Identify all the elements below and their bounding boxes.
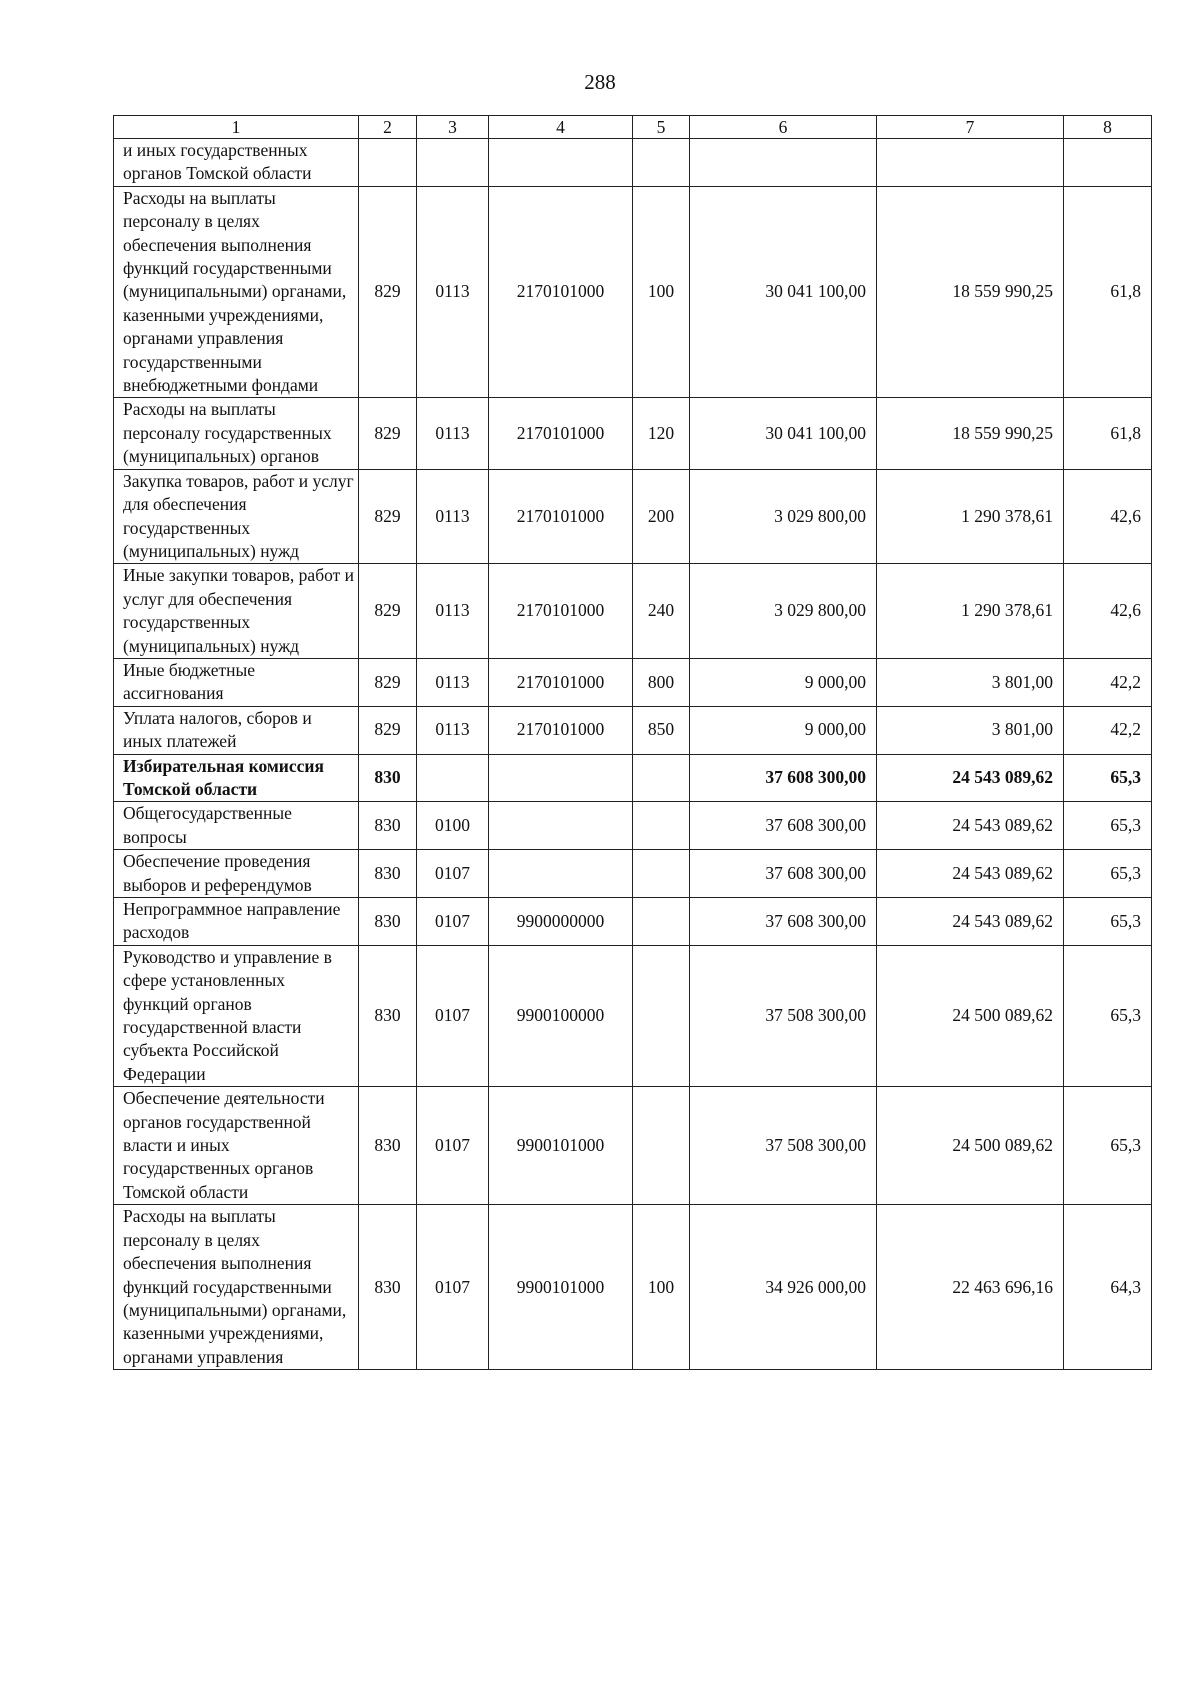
cell-percent: 65,3 <box>1064 850 1152 898</box>
cell-executed-amount: 3 801,00 <box>877 658 1064 706</box>
cell-executed-amount: 24 500 089,62 <box>877 945 1064 1086</box>
table-row <box>114 564 1152 659</box>
cell-percent <box>1064 139 1152 187</box>
cell-admin-code <box>359 139 417 187</box>
column-header: 2 <box>359 116 417 139</box>
cell-target-article <box>489 850 633 898</box>
cell-section-code <box>417 754 489 802</box>
cell-admin-code: 830 <box>359 754 417 802</box>
cell-executed-amount: 18 559 990,25 <box>877 186 1064 398</box>
cell-admin-code: 829 <box>359 398 417 469</box>
cell-admin-code: 830 <box>359 1205 417 1370</box>
cell-section-code: 0113 <box>417 186 489 398</box>
table-row <box>114 945 1152 1086</box>
cell-section-code: 0113 <box>417 706 489 754</box>
cell-target-article: 2170101000 <box>489 469 633 564</box>
cell-executed-amount: 1 290 378,61 <box>877 564 1064 659</box>
cell-item-name: и иных государственных органов Томской области <box>114 139 359 187</box>
cell-expense-type: 240 <box>633 564 690 659</box>
cell-item-name: Иные бюджетные ассигнования <box>114 658 359 706</box>
cell-target-article: 2170101000 <box>489 564 633 659</box>
cell-target-article: 2170101000 <box>489 398 633 469</box>
cell-section-code: 0113 <box>417 469 489 564</box>
cell-expense-type: 850 <box>633 706 690 754</box>
table-row <box>114 1205 1152 1370</box>
cell-percent: 42,6 <box>1064 469 1152 564</box>
cell-admin-code: 829 <box>359 469 417 564</box>
cell-admin-code: 829 <box>359 186 417 398</box>
column-header: 7 <box>877 116 1064 139</box>
cell-plan-amount <box>690 139 877 187</box>
cell-expense-type: 200 <box>633 469 690 564</box>
cell-section-code: 0113 <box>417 658 489 706</box>
cell-percent: 64,3 <box>1064 1205 1152 1370</box>
cell-percent: 42,6 <box>1064 564 1152 659</box>
cell-target-article <box>489 139 633 187</box>
cell-admin-code: 830 <box>359 802 417 850</box>
column-header: 4 <box>489 116 633 139</box>
cell-admin-code: 830 <box>359 945 417 1086</box>
cell-admin-code: 829 <box>359 706 417 754</box>
cell-expense-type <box>633 945 690 1086</box>
cell-expense-type: 100 <box>633 1205 690 1370</box>
cell-section-code: 0107 <box>417 945 489 1086</box>
cell-item-name: Обеспечение проведения выборов и референдумов <box>114 850 359 898</box>
cell-expense-type: 120 <box>633 398 690 469</box>
cell-item-name: Избирательная комиссия Томской области <box>114 754 359 802</box>
page-number: 288 <box>584 70 616 94</box>
cell-item-name: Иные закупки товаров, работ и услуг для обеспечения государственных (муниципальных) нужд <box>114 564 359 659</box>
cell-percent: 65,3 <box>1064 1087 1152 1205</box>
cell-executed-amount: 3 801,00 <box>877 706 1064 754</box>
cell-target-article <box>489 754 633 802</box>
table-row <box>114 658 1152 706</box>
cell-executed-amount: 24 543 089,62 <box>877 850 1064 898</box>
cell-executed-amount: 24 500 089,62 <box>877 1087 1064 1205</box>
table-row <box>114 706 1152 754</box>
table-row <box>114 398 1152 469</box>
cell-expense-type: 100 <box>633 186 690 398</box>
cell-plan-amount: 37 608 300,00 <box>690 754 877 802</box>
cell-percent: 61,8 <box>1064 186 1152 398</box>
cell-plan-amount: 9 000,00 <box>690 706 877 754</box>
cell-target-article: 9900000000 <box>489 898 633 946</box>
cell-target-article: 9900101000 <box>489 1205 633 1370</box>
cell-expense-type <box>633 754 690 802</box>
budget-table <box>113 115 1152 1370</box>
cell-expense-type <box>633 802 690 850</box>
cell-section-code: 0113 <box>417 564 489 659</box>
cell-section-code: 0100 <box>417 802 489 850</box>
cell-admin-code: 829 <box>359 564 417 659</box>
cell-plan-amount: 3 029 800,00 <box>690 469 877 564</box>
cell-section-code: 0113 <box>417 398 489 469</box>
cell-item-name: Закупка товаров, работ и услуг для обеспечения государственных (муниципальных) нужд <box>114 469 359 564</box>
cell-executed-amount: 24 543 089,62 <box>877 802 1064 850</box>
cell-executed-amount <box>877 139 1064 187</box>
table-row <box>114 139 1152 187</box>
cell-percent: 65,3 <box>1064 802 1152 850</box>
cell-item-name: Непрограммное направление расходов <box>114 898 359 946</box>
cell-section-code: 0107 <box>417 1205 489 1370</box>
cell-expense-type <box>633 850 690 898</box>
table-header-row <box>114 116 1152 139</box>
cell-item-name: Расходы на выплаты персоналу в целях обеспечения выполнения функций государственными (муниципальными) органами, казенными учреждениями, органами управления государственными внебюджетными фондами <box>114 186 359 398</box>
cell-executed-amount: 18 559 990,25 <box>877 398 1064 469</box>
cell-target-article: 9900100000 <box>489 945 633 1086</box>
cell-plan-amount: 30 041 100,00 <box>690 186 877 398</box>
cell-executed-amount: 24 543 089,62 <box>877 898 1064 946</box>
cell-plan-amount: 3 029 800,00 <box>690 564 877 659</box>
cell-plan-amount: 37 508 300,00 <box>690 1087 877 1205</box>
table-row <box>114 754 1152 802</box>
cell-percent: 65,3 <box>1064 898 1152 946</box>
cell-item-name: Руководство и управление в сфере установленных функций органов государственной власти субъекта Российской Федерации <box>114 945 359 1086</box>
column-header: 1 <box>114 116 359 139</box>
cell-item-name: Обеспечение деятельности органов государственной власти и иных государственных органов Томской области <box>114 1087 359 1205</box>
cell-admin-code: 830 <box>359 850 417 898</box>
cell-section-code: 0107 <box>417 1087 489 1205</box>
cell-item-name: Общегосударственные вопросы <box>114 802 359 850</box>
cell-target-article: 9900101000 <box>489 1087 633 1205</box>
cell-percent: 65,3 <box>1064 945 1152 1086</box>
table-row <box>114 469 1152 564</box>
cell-plan-amount: 37 608 300,00 <box>690 850 877 898</box>
cell-plan-amount: 37 608 300,00 <box>690 898 877 946</box>
cell-admin-code: 829 <box>359 658 417 706</box>
cell-executed-amount: 1 290 378,61 <box>877 469 1064 564</box>
cell-plan-amount: 37 608 300,00 <box>690 802 877 850</box>
cell-plan-amount: 30 041 100,00 <box>690 398 877 469</box>
cell-percent: 65,3 <box>1064 754 1152 802</box>
cell-percent: 42,2 <box>1064 658 1152 706</box>
cell-percent: 42,2 <box>1064 706 1152 754</box>
cell-admin-code: 830 <box>359 898 417 946</box>
column-header: 3 <box>417 116 489 139</box>
table-row <box>114 186 1152 398</box>
cell-expense-type <box>633 139 690 187</box>
cell-plan-amount: 34 926 000,00 <box>690 1205 877 1370</box>
cell-expense-type: 800 <box>633 658 690 706</box>
cell-item-name: Уплата налогов, сборов и иных платежей <box>114 706 359 754</box>
column-header: 5 <box>633 116 690 139</box>
cell-executed-amount: 22 463 696,16 <box>877 1205 1064 1370</box>
cell-target-article: 2170101000 <box>489 658 633 706</box>
cell-expense-type <box>633 1087 690 1205</box>
cell-item-name: Расходы на выплаты персоналу в целях обеспечения выполнения функций государственными (муниципальными) органами, казенными учреждениями, органами управления <box>114 1205 359 1370</box>
cell-target-article: 2170101000 <box>489 186 633 398</box>
cell-executed-amount: 24 543 089,62 <box>877 754 1064 802</box>
table-row <box>114 1087 1152 1205</box>
cell-admin-code: 830 <box>359 1087 417 1205</box>
table-row <box>114 850 1152 898</box>
cell-percent: 61,8 <box>1064 398 1152 469</box>
table-row <box>114 802 1152 850</box>
table-row <box>114 898 1152 946</box>
cell-target-article <box>489 802 633 850</box>
cell-plan-amount: 9 000,00 <box>690 658 877 706</box>
cell-plan-amount: 37 508 300,00 <box>690 945 877 1086</box>
cell-section-code: 0107 <box>417 898 489 946</box>
cell-expense-type <box>633 898 690 946</box>
cell-item-name: Расходы на выплаты персоналу государственных (муниципальных) органов <box>114 398 359 469</box>
cell-section-code <box>417 139 489 187</box>
cell-target-article: 2170101000 <box>489 706 633 754</box>
column-header: 6 <box>690 116 877 139</box>
column-header: 8 <box>1064 116 1152 139</box>
cell-section-code: 0107 <box>417 850 489 898</box>
